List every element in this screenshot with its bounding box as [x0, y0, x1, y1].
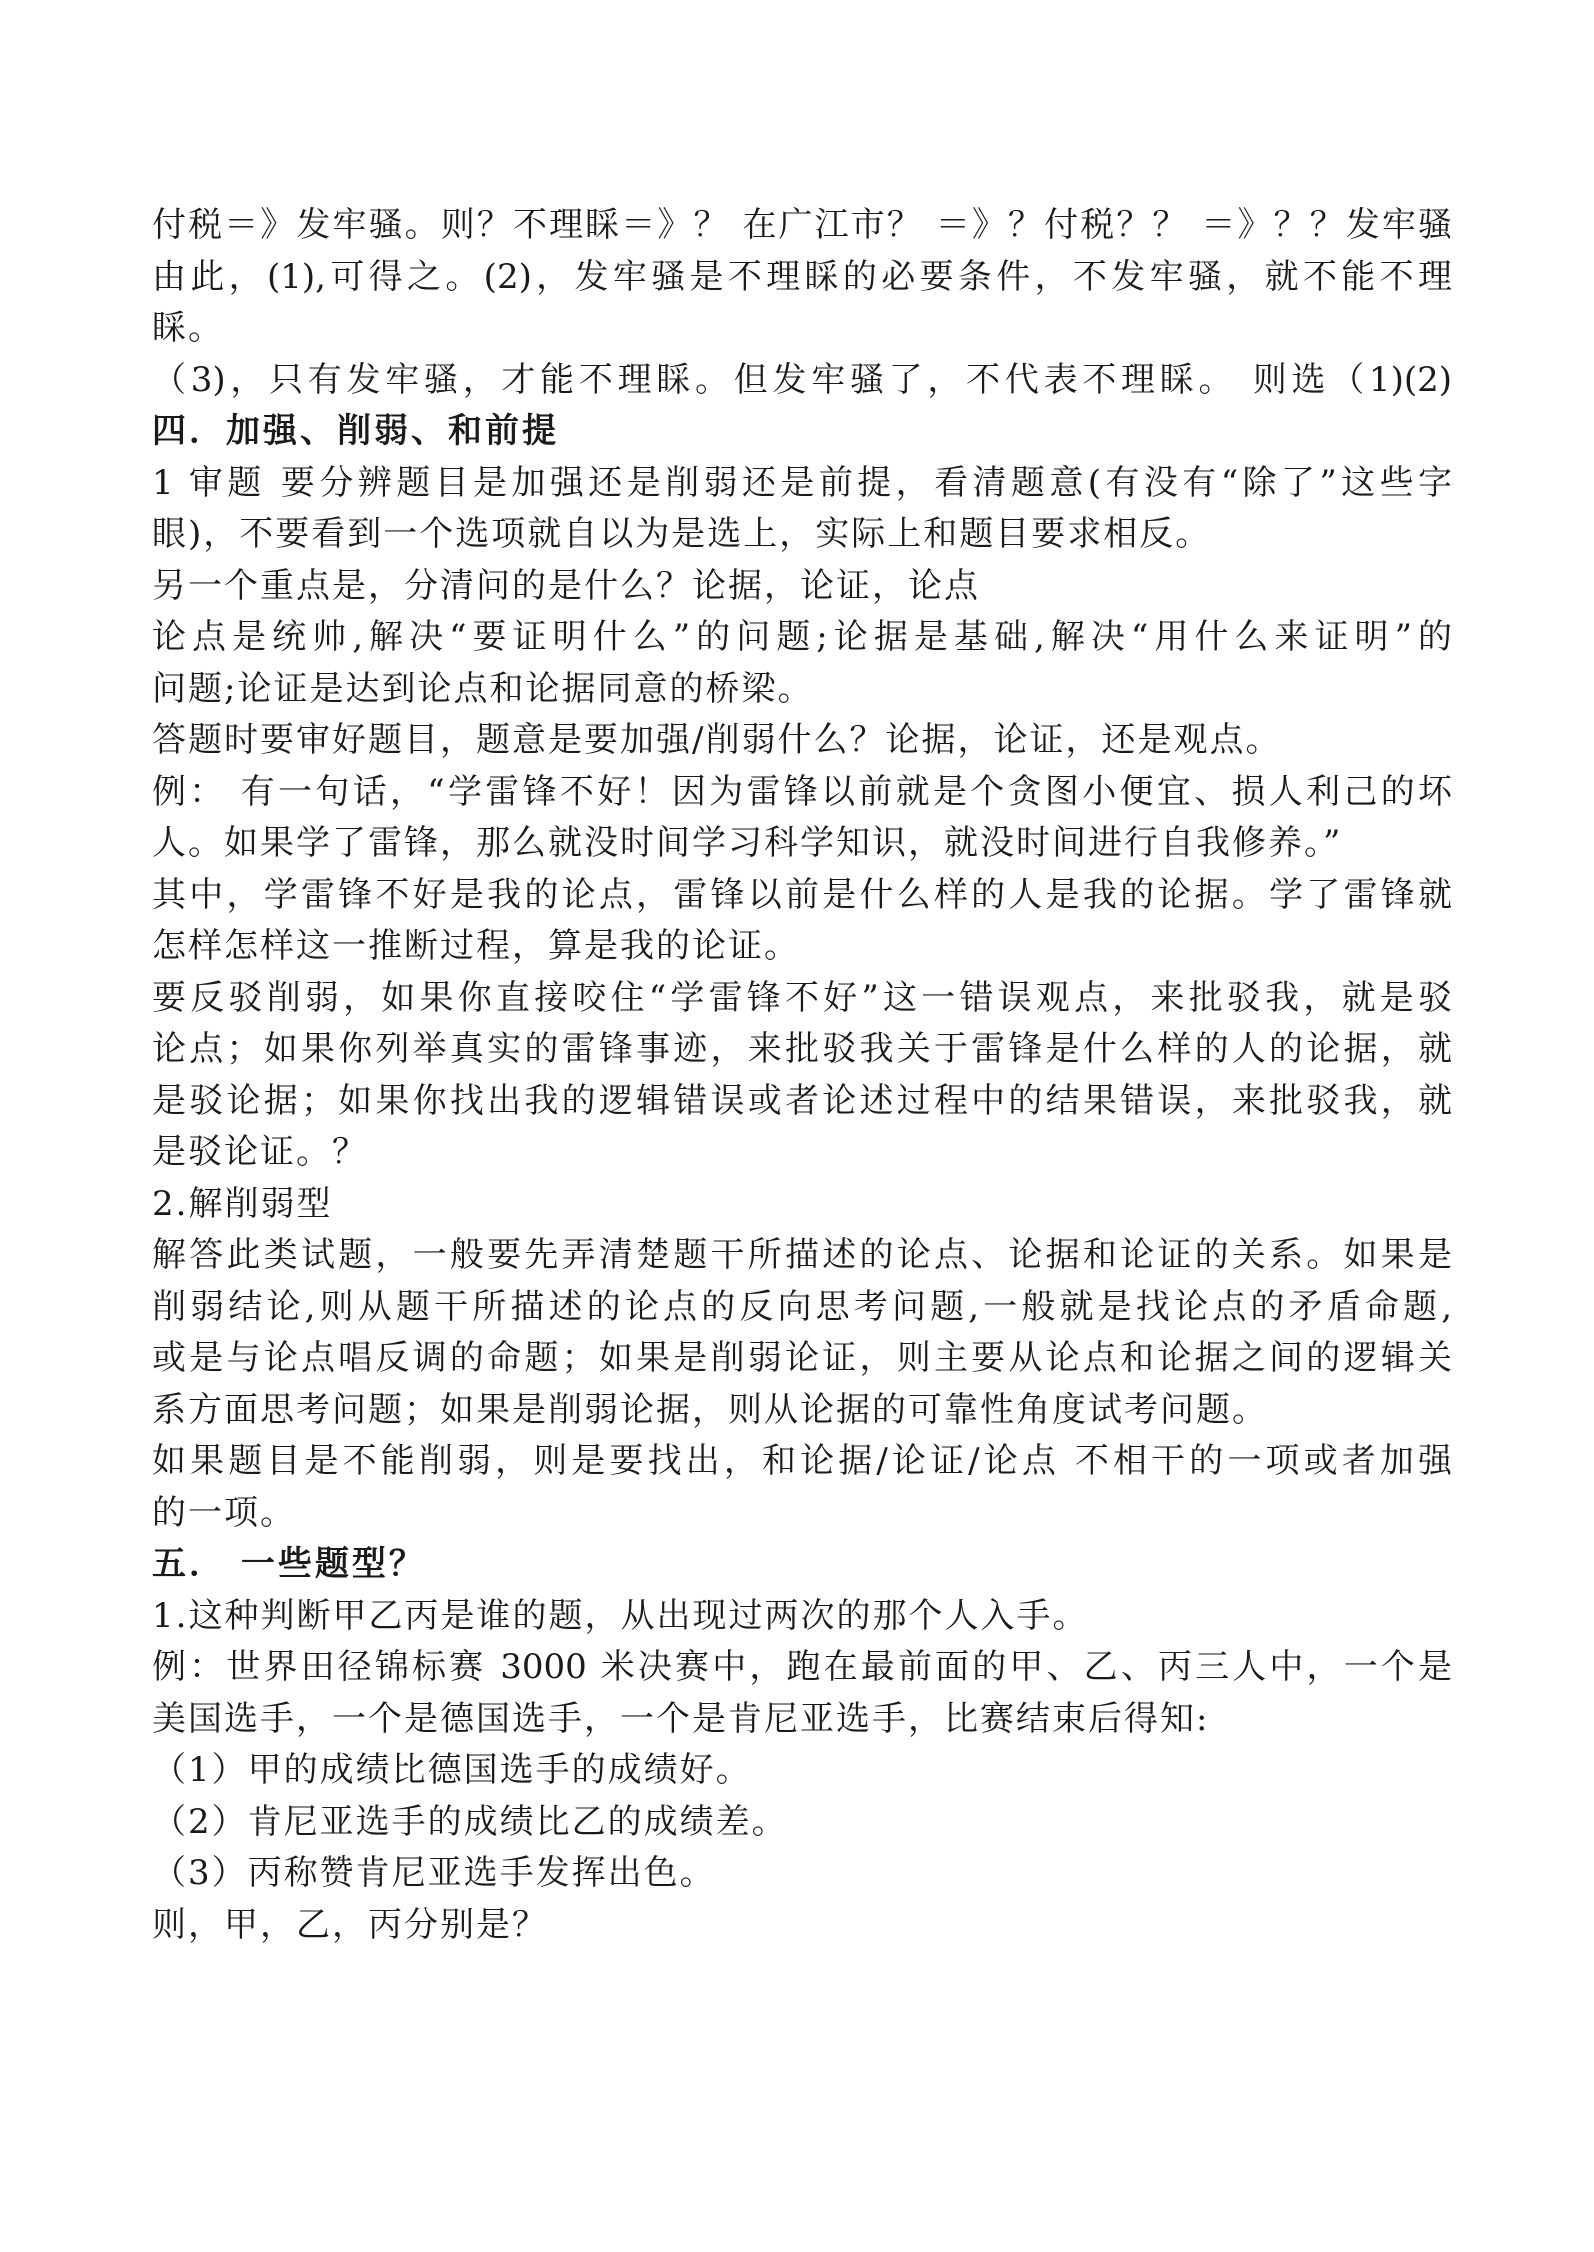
- text-line: （1）甲的成绩比德国选手的成绩好。: [152, 1750, 752, 1790]
- text-line: （3)，只有发牢骚，才能不理睬。但发牢骚了，不代表不理睬。 则选（1)(2): [152, 359, 1452, 400]
- text-line: 怎样怎样这一推断过程，算是我的论证。: [152, 926, 800, 966]
- text-line: 答题时要审好题目，题意是要加强/削弱什么？论据，论证，还是观点。: [152, 720, 1282, 760]
- text-line: 论点；如果你列举真实的雷锋事迹，来批驳我关于雷锋是什么样的人的论据，就: [152, 1029, 1452, 1069]
- text-line: 1.这种判断甲乙丙是谁的题，从出现过两次的那个人入手。: [152, 1595, 1089, 1636]
- text-line: 付税＝》发牢骚。则？不理睬＝》？ 在广江市？ ＝》？付税？？ ＝》？？发牢骚: [152, 205, 1452, 245]
- text-line: 睬。: [152, 308, 224, 348]
- text-line: 则，甲，乙，丙分别是？: [152, 1904, 548, 1945]
- text-line: 的一项。: [152, 1492, 296, 1533]
- text-line: 2.解削弱型: [152, 1183, 333, 1224]
- text-line: 其中，学雷锋不好是我的论点，雷锋以前是什么样的人是我的论据。学了雷锋就: [152, 874, 1452, 915]
- text-line: 解答此类试题，一般要先弄清楚题干所描述的论点、论据和论证的关系。如果是: [152, 1235, 1452, 1275]
- text-line: 是驳论据；如果你找出我的逻辑错误或者论述过程中的结果错误，来批驳我，就: [152, 1080, 1452, 1121]
- text-line: 如果题目是不能削弱，则是要找出，和论据/论证/论点 不相干的一项或者加强: [152, 1441, 1452, 1481]
- text-line: 1 审题 要分辨题目是加强还是削弱还是前提，看清题意(有没有“除了”这些字: [152, 462, 1452, 503]
- text-line: 是驳论证。？: [152, 1132, 368, 1172]
- text-line: 论点是统帅,解决“要证明什么”的问题;论据是基础,解决“用什么来证明”的: [152, 617, 1452, 657]
- text-line: 削弱结论,则从题干所描述的论点的反向思考问题,一般就是找论点的矛盾命题,: [152, 1286, 1452, 1327]
- text-line: 例：世界田径锦标赛 3000 米决赛中，跑在最前面的甲、乙、丙三人中，一个是: [152, 1647, 1452, 1687]
- text-line: 要反驳削弱，如果你直接咬住“学雷锋不好”这一错误观点，来批驳我，就是驳: [152, 977, 1452, 1018]
- text-line: 例： 有一句话，“学雷锋不好！因为雷锋以前就是个贪图小便宜、损人利己的坏: [152, 771, 1452, 812]
- section-heading: 四．加强、削弱、和前提: [152, 411, 559, 451]
- text-line: 美国选手，一个是德国选手，一个是肯尼亚选手，比赛结束后得知:: [152, 1698, 1210, 1739]
- text-line: （3）丙称赞肯尼亚选手发挥出色。: [152, 1853, 716, 1893]
- text-line: （2）肯尼亚选手的成绩比乙的成绩差。: [152, 1801, 788, 1842]
- document-body: [152, 200, 1452, 1951]
- text-line: 系方面思考问题；如果是削弱论据，则从论据的可靠性角度试考问题。: [152, 1389, 1268, 1430]
- text-line: 人。如果学了雷锋，那么就没时间学习科学知识，就没时间进行自我修养。”: [152, 823, 1343, 863]
- text-line: 或是与论点唱反调的命题；如果是削弱论证，则主要从论点和论据之间的逻辑关: [152, 1338, 1452, 1378]
- section-heading: 五． 一些题型？: [152, 1544, 426, 1584]
- text-line: 眼)，不要看到一个选项就自以为是选上，实际上和题目要求相反。: [152, 514, 1212, 554]
- text-line: 由此，(1),可得之。(2)，发牢骚是不理睬的必要条件，不发牢骚，就不能不理: [152, 256, 1452, 297]
- text-line: 另一个重点是，分清问的是什么？论据，论证，论点: [152, 565, 980, 606]
- text-line: 问题;论证是达到论点和论据同意的桥梁。: [152, 668, 814, 709]
